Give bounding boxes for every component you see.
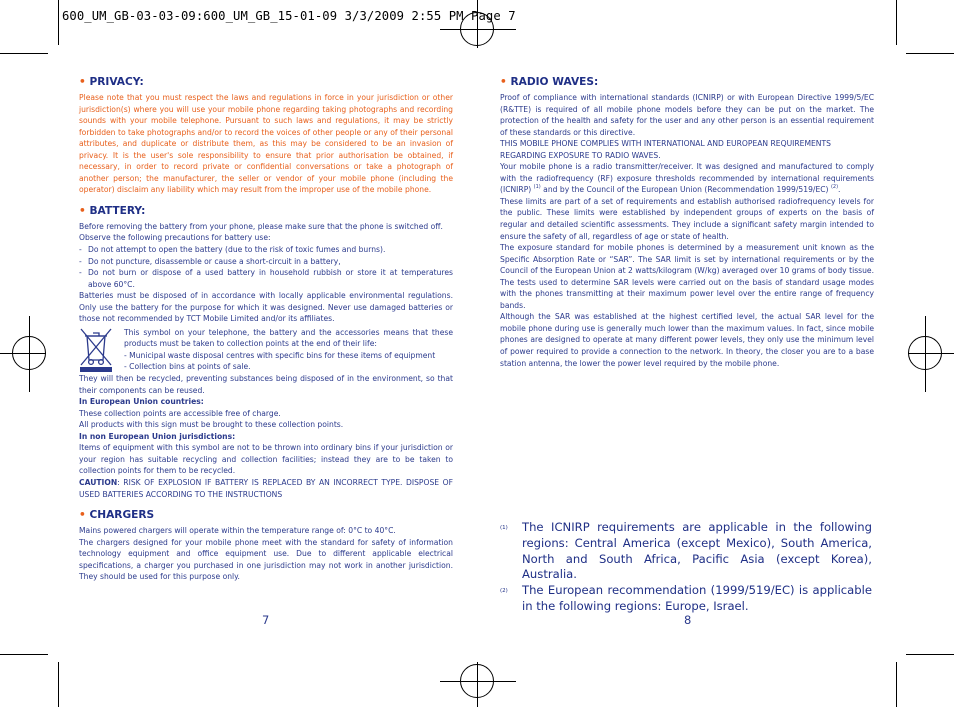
privacy-text: Please note that you must respect the laws and regulations in force in your jurisdiction or other jurisdiction(s) where you will use your mobile phone regarding taking photographs and recording sounds with your mobile telephone. Pursuant to such laws and regulations, it may be strictly forbidden to take photographs and/or to record the voices of other people or any of their personal attributes, and duplicate or distribute them, as this may be considered to be an invasion of privacy. It is the user's sole responsibility to ensure that prior authorisation be obtained, if necessary, in order to record private or confidential conversations or take a photograph of another person; the manufacturer, the seller or vendor of your mobile phone (including the operator) disclaim any liability which may result from the improper use of the mobile phone. [79,93,453,195]
crossed-bin-icon [79,327,113,373]
list-item: - Do not burn or dispose of a used battery in household rubbish or store it at temperatures above 60°C. [79,267,453,290]
weee-symbol-block [79,327,453,373]
non-eu-text: Items of equipment with this symbol are not to be thrown into ordinary bins if your jurisdiction or your region has suitable recycling and collection facilities; instead they are to be taken to collection points for them to be recycled. [79,443,453,476]
footnotes [500,520,872,615]
privacy-heading: • PRIVACY: [79,76,144,88]
caution-text: CAUTION: RISK OF EXPLOSION IF BATTERY IS REPLACED BY AN INCORRECT TYPE. DISPOSE OF USED BATTERIES ACCORDING TO THE INSTRUCTIONS [79,477,453,499]
radio-text-1: Proof of compliance with international standards (ICNIRP) or with European Directive 1999/5/EC (R&TTE) is required of all mobile phone models before they can be put on the market. The protection of the health and safety for the user and any other person is an essential requirement of these standards or this directive. [500,93,874,137]
page-number-right: 8 [684,613,692,627]
battery-heading: • BATTERY: [79,204,146,217]
eu-text-1: These collection points are accessible free of charge. [79,408,281,418]
list-item: - Collection bins at points of sale. [124,362,251,372]
radio-waves-heading: • RADIO WAVES: [500,76,599,88]
recycle-text: They will then be recycled, preventing substances being disposed of in the environment, so that their components can be reused. [79,374,453,395]
page-number-left: 7 [262,613,270,627]
chargers-text-2: The chargers designed for your mobile phone meet with the standard for safety of information technology equipment and office equipment use. Due to different applicable electrical specifications, a charger you purchased in one jurisdiction may not work in another jurisdiction. They should be used for this purpose only. [79,537,453,582]
non-eu-subheading: In non European Union jurisdictions: [79,431,236,441]
eu-text-2: All products with this sign must be brought to these collection points. [79,420,344,430]
left-page-column [79,76,453,583]
radio-text-3: Your mobile phone is a radio transmitter/receiver. It was designed and manufactured to comply with the radiofrequency (RF) exposure thresholds recommended by international requirements (ICNIRP) $^{(1)}$ and by the Council of the European Union (Recommendation 1999/519/EC) $^{(2)}$. [500,162,874,195]
print-slug: 600_UM_GB-03-03-09:600_UM_GB_15-01-09 3/3/2009 2:55 PM Page 7 [62,9,516,23]
right-page-column [500,76,874,369]
list-item: - Do not attempt to open the battery (due to the risk of toxic fumes and burns). [79,244,453,256]
symbol-text: This symbol on your telephone, the battery and the accessories means that these products must be taken to collection points at the end of their life: [124,327,453,349]
radio-text-6: Although the SAR was established at the highest certified level, the actual SAR level for the mobile phone during use is generally much lower than the maximum values. In fact, since mobile phones are designed to operate at many different power levels, they only use the minimum level of power required to provide a connection to the network. In theory, the closer you are to a base station antenna, the lower the power level required by the mobile phone. [500,312,874,368]
battery-intro: Before removing the battery from your phone, please make sure that the phone is switched off. [79,221,443,231]
chargers-text-1: Mains powered chargers will operate within the temperature range of: 0°C to 40°C. [79,526,396,536]
list-item: - Municipal waste disposal centres with specific bins for these items of equipment [124,350,436,360]
battery-precautions-list [79,244,453,290]
footnote-2: (2) The European recommendation (1999/519/EC) is applicable in the following regions: Europe, Israel. [500,583,872,613]
radio-text-4: These limits are part of a set of requirements and establish authorised radiofrequency levels for the public. These limits were established by independent groups of experts on the basis of regular and detailed scientific assessments. They include a significant safety margin intended to ensure the safety of all, regardless of age or state of health. [500,196,874,241]
eu-subheading: In European Union countries: [79,397,204,407]
battery-disposal-text: Batteries must be disposed of in accordance with locally applicable environmental regulations. Only use the battery for the purpose for which it was designed. Never use damaged batteries or those not recommended by TCT Mobile Limited and/or its affiliates. [79,291,453,324]
list-item: - Do not puncture, disassemble or cause a short-circuit in a battery, [79,256,453,268]
battery-intro-2: Observe the following precautions for battery use: [79,233,271,243]
chargers-heading: • CHARGERS [79,509,155,522]
radio-text-5: The exposure standard for mobile phones is determined by a measurement unit known as the Specific Absorption Rate or “SAR”. The SAR limit is set by international requirements or by the Council of the European Union at 2 watts/kilogram (W/kg) averaged over 10 grams of body tissue. The tests used to determine SAR levels were carried out on the basis of standard usage modes with the phones transmitting at their maximum power level over the entire range of frequency bands. [500,243,874,310]
radio-text-2: THIS MOBILE PHONE COMPLIES WITH INTERNATIONAL AND EUROPEAN REQUIREMENTS REGARDING EXPOSURE TO RADIO WAVES. [500,139,831,160]
footnote-1: (1) The ICNIRP requirements are applicable in the following regions: Central America (except Mexico), South America, North and South Africa, Pacific Asia (except Korea), Australia. [500,520,872,582]
